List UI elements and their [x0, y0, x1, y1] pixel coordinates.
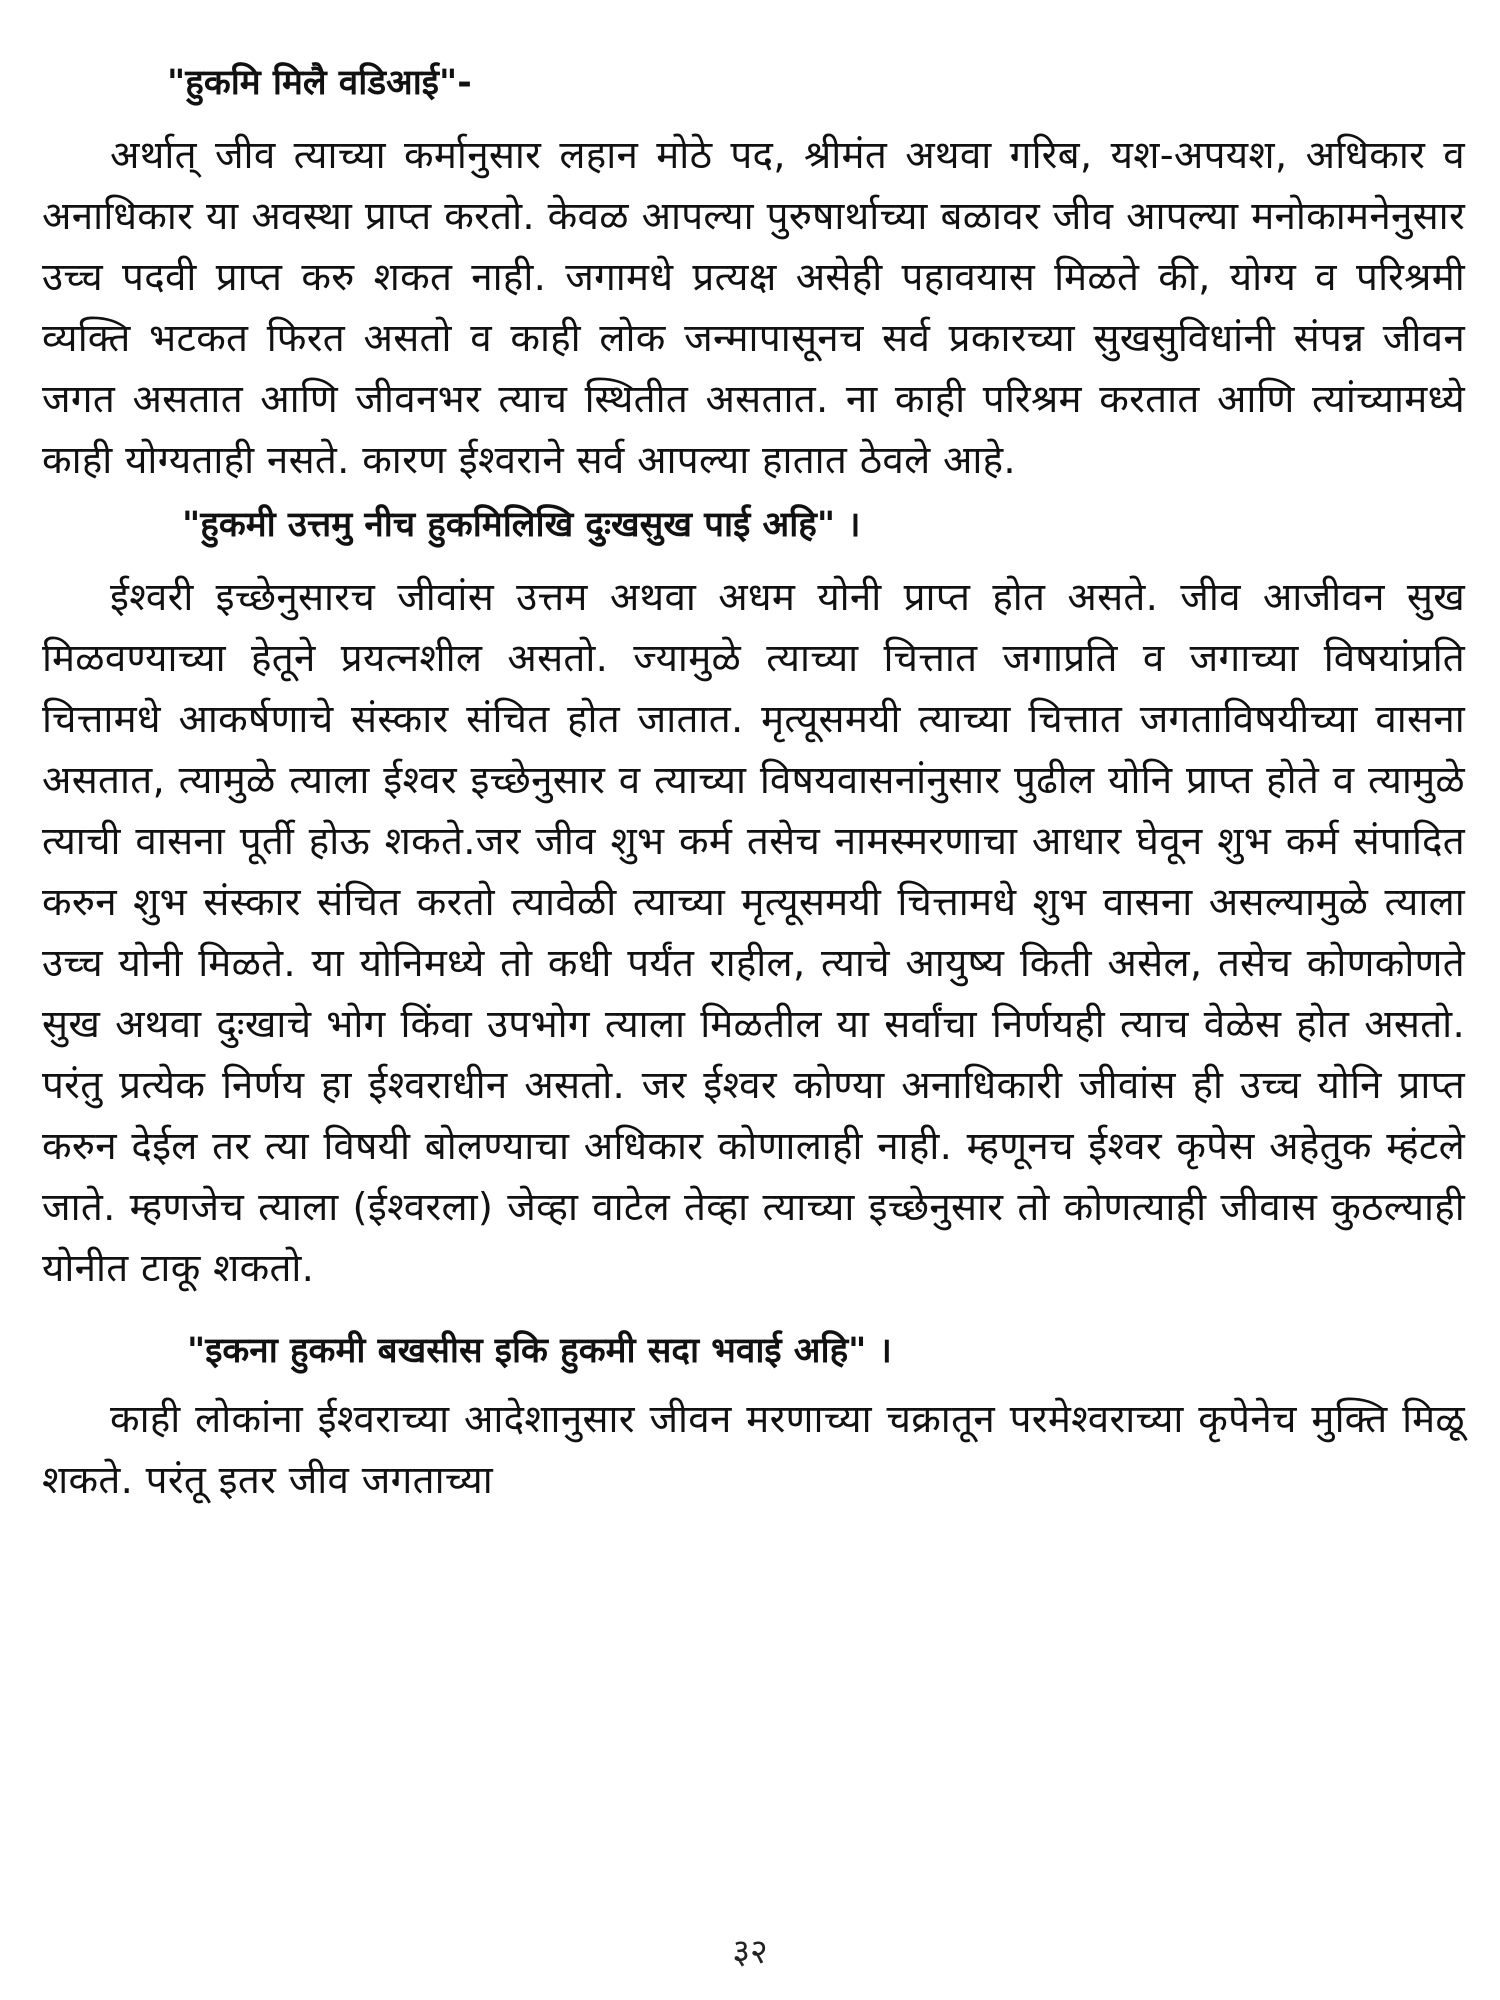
page-number: ३२	[732, 1932, 768, 1972]
section-heading-1: "हुकमि मिलै वडिआई"-	[167, 63, 472, 103]
section-heading-2: "हुकमी उत्तमु नीच हुकमिलिखि दुःखसुख पाई अहि" ।	[182, 505, 861, 545]
paragraph-3: काही लोकांना ईश्वराच्या आदेशानुसार जीवन मरणाच्या चक्रातून परमेश्वराच्या कृपेनेच मुक्ति मिळू शकते. परंतू इतर जीव जगताच्या	[42, 1397, 1465, 1503]
paragraph-2: ईश्वरी इच्छेनुसारच जीवांस उत्तम अथवा अधम योनी प्राप्त होत असते. जीव आजीवन सुख मिळवण्याच्या हेतूने प्रयत्नशील असतो. ज्यामुळे त्याच्या चित्तात जगाप्रति व जगाच्या विषयांप्रति चित्तामधे आकर्षणाचे संस्कार संचित होत जातात. मृत्यूसमयी त्याच्या चित्तात जगताविषयीच्या वासना असतात, त्यामुळे त्याला ईश्वर इच्छेनुसार व त्याच्या विषयवासनांनुसार पुढील योनि प्राप्त होते व त्यामुळे त्याची वासना पूर्ती होऊ शकते.जर जीव शुभ कर्म तसेच नामस्मरणाचा आधार घेवून शुभ कर्म संपादित करुन शुभ संस्कार संचित करतो त्यावेळी त्याच्या मृत्यूसमयी चित्तामधे शुभ वासना असल्यामुळे त्याला उच्च योनी मिळते. या योनिमध्ये तो कधी पर्यंत राहील, त्याचे आयुष्य किती असेल, तसेच कोणकोणते सुख अथवा दुःखाचे भोग किंवा उपभोग त्याला मिळतील या सर्वांचा निर्णयही त्याच वेळेस होत असतो. परंतु प्रत्येक निर्णय हा ईश्वराधीन असतो. जर ईश्वर कोण्या अनाधिकारी जीवांस ही उच्च योनि प्राप्त करुन देईल तर त्या विषयी बोलण्याचा अधिकार कोणालाही नाही. म्हणूनच ईश्वर कृपेस अहेतुक म्हंटले जाते. म्हणजेच त्याला (ईश्वरला) जेव्हा वाटेल तेव्हा त्याच्या इच्छेनुसार तो कोणत्याही जीवास कुठल्याही योनीत टाकू शकतो.	[42, 575, 1465, 1291]
section-heading-3: "इकना हुकमी बखसीस इकि हुकमी सदा भवाई अहि" ।	[187, 1331, 892, 1371]
paragraph-1: अर्थात् जीव त्याच्या कर्मानुसार लहान मोठे पद, श्रीमंत अथवा गरिब, यश-अपयश, अधिकार व अनाधिकार या अवस्था प्राप्त करतो. केवळ आपल्या पुरुषार्थाच्या बळावर जीव आपल्या मनोकामनेनुसार उच्च पदवी प्राप्त करु शकत नाही. जगामधे प्रत्यक्ष असेही पहावयास मिळते की, योग्य व परिश्रमी व्यक्ति भटकत फिरत असतो व काही लोक जन्मापासूनच सर्व प्रकारच्या सुखसुविधांनी संपन्न जीवन जगत असतात आणि जीवनभर त्याच स्थितीत असतात. ना काही परिश्रम करतात आणि त्यांच्यामध्ये काही योग्यताही नसते. कारण ईश्वराने सर्व आपल्या हातात ठेवले आहे.	[42, 133, 1465, 483]
